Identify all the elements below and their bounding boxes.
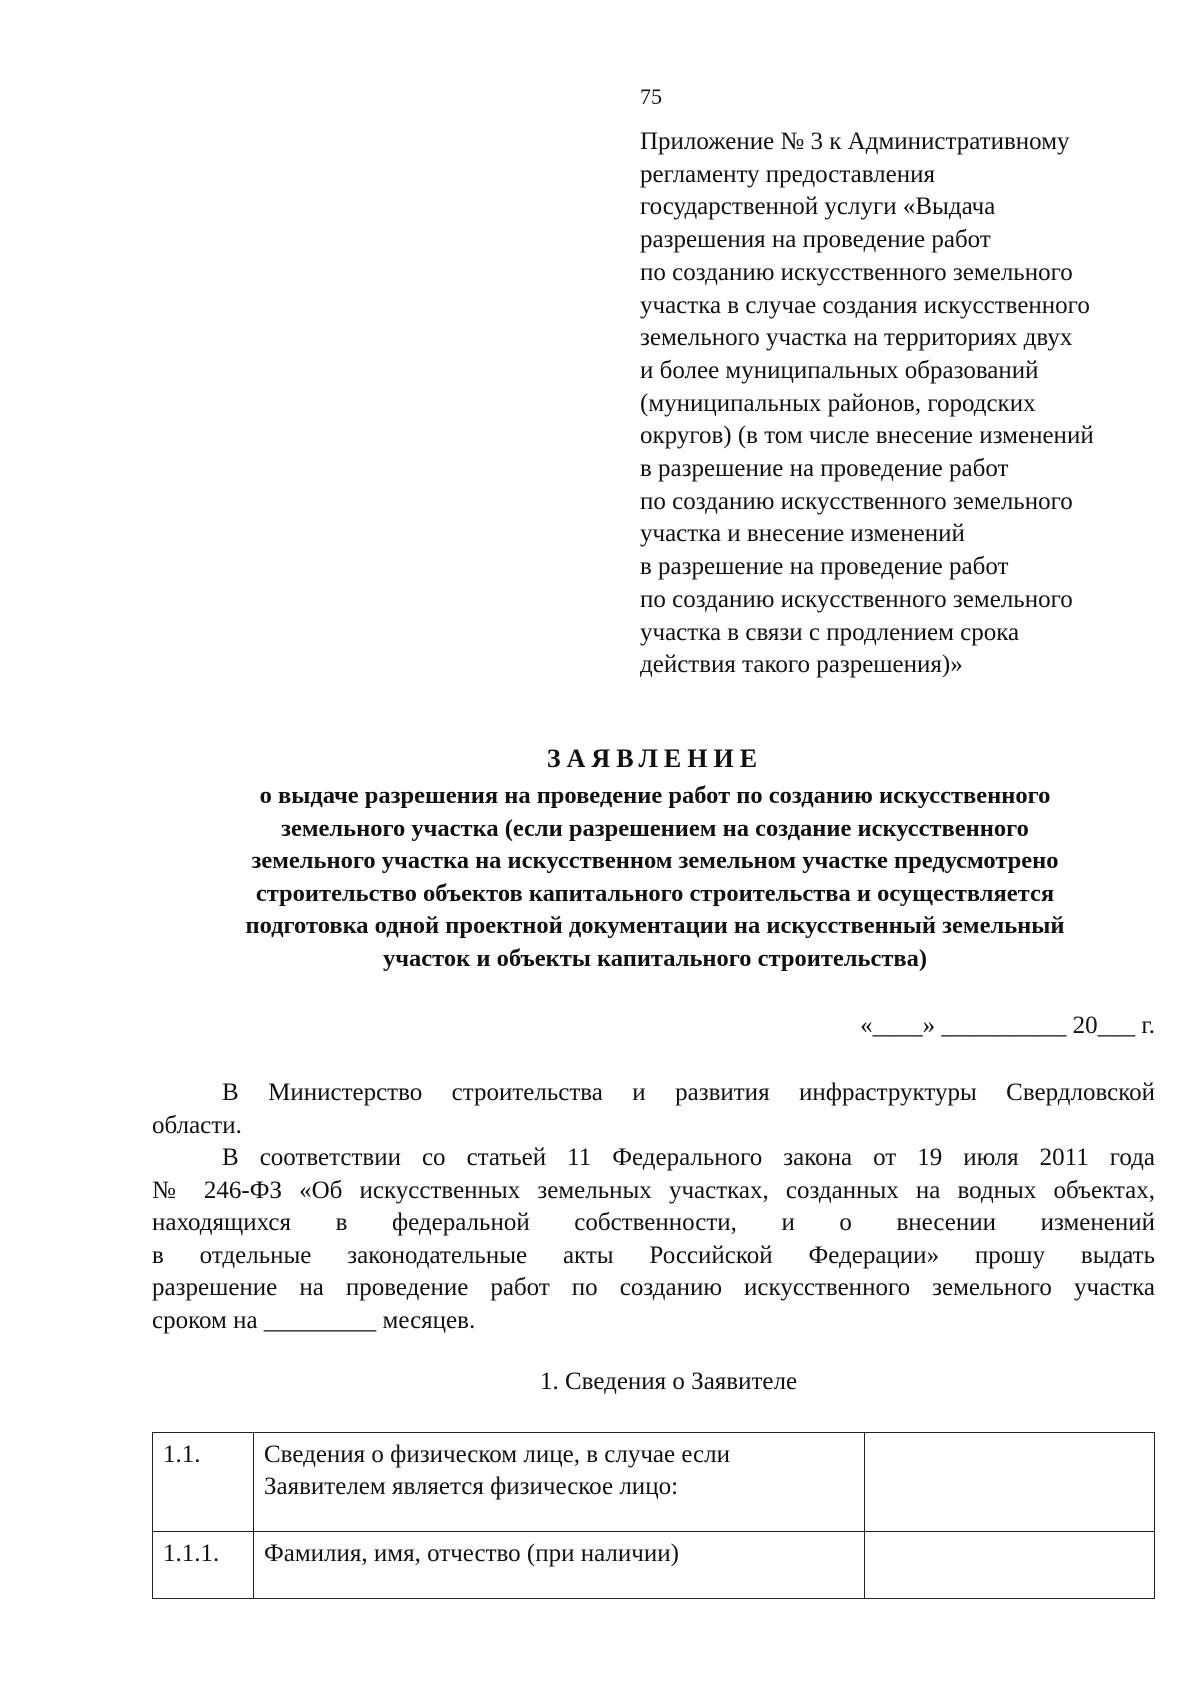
document-title: ЗАЯВЛЕНИЕ <box>546 744 764 773</box>
row-number: 1.1. <box>153 1433 254 1532</box>
appendix-line: по созданию искусственного земельного <box>640 585 1073 613</box>
appendix-line: Приложение № 3 к Административному <box>640 128 1070 155</box>
row-label-line: Фамилия, имя, отчество (при наличии) <box>264 1540 679 1567</box>
body-line: в отдельные законодательные акты Российской Федерации» прошу выдать <box>152 1241 1155 1269</box>
paragraph-request <box>152 1142 1155 1337</box>
subtitle-line: земельного участка (если разрешением на создание искусственного <box>281 814 1029 842</box>
appendix-line: разрешения на проведение работ <box>640 226 991 254</box>
appendix-line: и более муниципальных образований <box>640 356 1039 384</box>
body-line: В соответствии со статьей 11 Федерального закона от 19 июля 2011 года <box>222 1144 1155 1171</box>
row-label-line: Заявителем является физическое лицо: <box>264 1473 679 1500</box>
section-heading: 1. Сведения о Заявителе <box>540 1368 798 1395</box>
subtitle-line: строительство объектов капитального строительства и осуществляется <box>255 879 1055 907</box>
subtitle-line: о выдаче разрешения на проведение работ по созданию искусственного <box>259 782 1051 809</box>
body-line: сроком на _________ месяцев. <box>152 1306 476 1334</box>
appendix-line: участка в связи с продлением срока <box>640 618 1020 646</box>
applicant-info-table <box>152 1432 1155 1599</box>
appendix-line: регламенту предоставления <box>640 160 936 188</box>
appendix-line: по созданию искусственного земельного <box>640 258 1073 286</box>
page-number: 75 <box>640 84 662 109</box>
appendix-note <box>640 126 1180 682</box>
appendix-line: участка в случае создания искусственного <box>640 291 1090 319</box>
subtitle-line: участок и объекты капитального строительства) <box>382 944 928 972</box>
application-body <box>152 1077 1155 1337</box>
row-label <box>254 1433 865 1532</box>
row-label-line: Сведения о физическом лице, в случае если <box>264 1441 731 1468</box>
document-subtitle <box>160 780 1150 975</box>
table-row <box>153 1532 1155 1599</box>
table-row <box>153 1433 1155 1532</box>
paragraph-addressee <box>152 1077 1155 1142</box>
appendix-line: округов) (в том числе внесение изменений <box>640 422 1094 450</box>
body-line: В Министерство строительства и развития инфраструктуры Свердловской <box>222 1079 1155 1106</box>
appendix-line: государственной услуги «Выдача <box>640 193 996 221</box>
subtitle-line: подготовка одной проектной документации на искусственный земельный <box>245 912 1065 939</box>
appendix-line: земельного участка на территориях двух <box>640 324 1073 352</box>
date-field: «____» __________ 20___ г. <box>860 1012 1155 1039</box>
body-line: области. <box>152 1111 242 1139</box>
row-value-cell[interactable] <box>865 1433 1155 1532</box>
row-label <box>254 1532 865 1599</box>
appendix-line: участка и внесение изменений <box>640 520 965 548</box>
body-line: № 246-ФЗ «Об искусственных земельных участках, созданных на водных объектах, <box>152 1176 1155 1204</box>
row-number: 1.1.1. <box>153 1532 254 1599</box>
appendix-line: по созданию искусственного земельного <box>640 487 1073 515</box>
appendix-line: в разрешение на проведение работ <box>640 455 1009 483</box>
row-value-cell[interactable] <box>865 1532 1155 1599</box>
appendix-line: в разрешение на проведение работ <box>640 553 1009 581</box>
appendix-line: действия такого разрешения)» <box>640 651 963 679</box>
body-line: разрешение на проведение работ по созданию искусственного земельного участка <box>152 1274 1155 1301</box>
appendix-line: (муниципальных районов, городских <box>640 389 1036 417</box>
subtitle-line: земельного участка на искусственном земельном участке предусмотрено <box>251 847 1059 874</box>
body-line: находящихся в федеральной собственности, и о внесении изменений <box>152 1209 1155 1236</box>
